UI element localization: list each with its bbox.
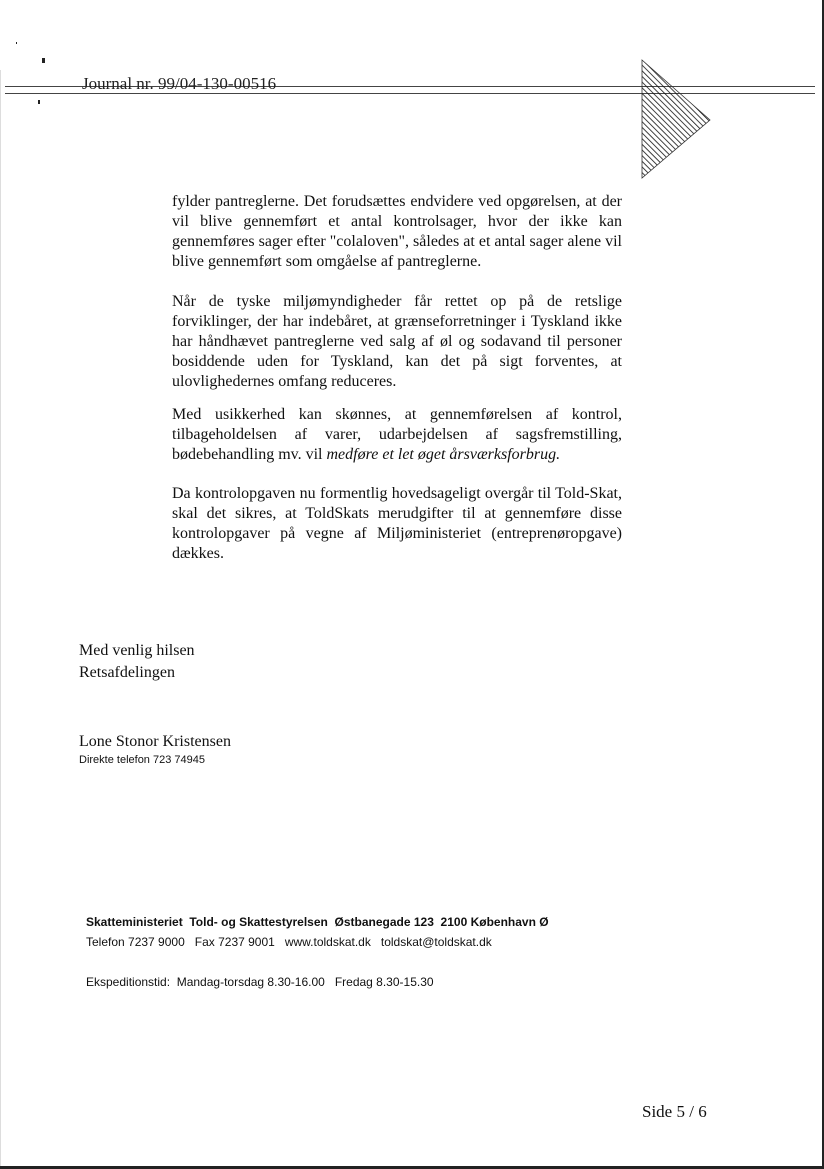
paragraph-4: Da kontrolopgaven nu formentlig hovedsageligt overgår til Told-Skat, skal det sikres, at ToldSkats merudgifter til at gennemføre disse kontrolopgaver på vegne af Miljøministeriet (entreprenøropgave) dækkes. (172, 485, 622, 562)
footer-contact: Telefon 7237 9000 Fax 7237 9001 www.toldskat.dk toldskat@toldskat.dk (86, 935, 492, 949)
signatory-name: Lone Stonor Kristensen (79, 733, 231, 750)
page-number: Side 5 / 6 (642, 1102, 707, 1121)
closing-department: Retsafdelingen (79, 664, 175, 681)
paragraph-3 (172, 405, 622, 465)
scan-edge-left (0, 70, 1, 1169)
closing-greeting: Med venlig hilsen (79, 642, 195, 659)
paragraph-3-text: Med usikkerhed kan skønnes, at gennemførelsen af kontrol, tilbageholdelsen af varer, udarbejdelsen af sagsfremstilling, bødebehandling mv. vil (172, 406, 622, 463)
scan-speck (16, 42, 17, 44)
footer-address: Skatteministeriet Told- og Skattestyrelsen Østbanegade 123 2100 København Ø (86, 915, 549, 929)
direct-phone: Direkte telefon 723 74945 (79, 754, 205, 766)
hatched-triangle-mark (640, 58, 712, 180)
paragraph-1: fylder pantreglerne. Det forudsættes endvidere ved opgørelsen, at der vil blive gennemført et antal kontrolsager, hvor der ikke kan gennemføres sager efter "colaloven", således at et antal sager alene vil blive gennemført som omgåelse af pantreglerne. (172, 193, 622, 270)
footer-hours: Ekspeditionstid: Mandag-torsdag 8.30-16.00 Fredag 8.30-15.30 (86, 975, 434, 989)
scan-speck (42, 58, 45, 63)
paragraph-3-emphasis: medføre et let øget årsværksforbrug. (326, 446, 561, 463)
journal-number: Journal nr. 99/04-130-00516 (82, 74, 277, 93)
paragraph-2: Når de tyske miljømyndigheder får rettet op på de retslige forviklinger, der har indebåret, at grænseforretninger i Tyskland ikke har håndhævet pantreglerne ved salg af øl og sodavand til personer bosiddende uden for Tyskland, kan det på sigt forventes, at ulovlighedernes omfang reduceres. (172, 293, 622, 390)
scan-speck (38, 100, 40, 104)
